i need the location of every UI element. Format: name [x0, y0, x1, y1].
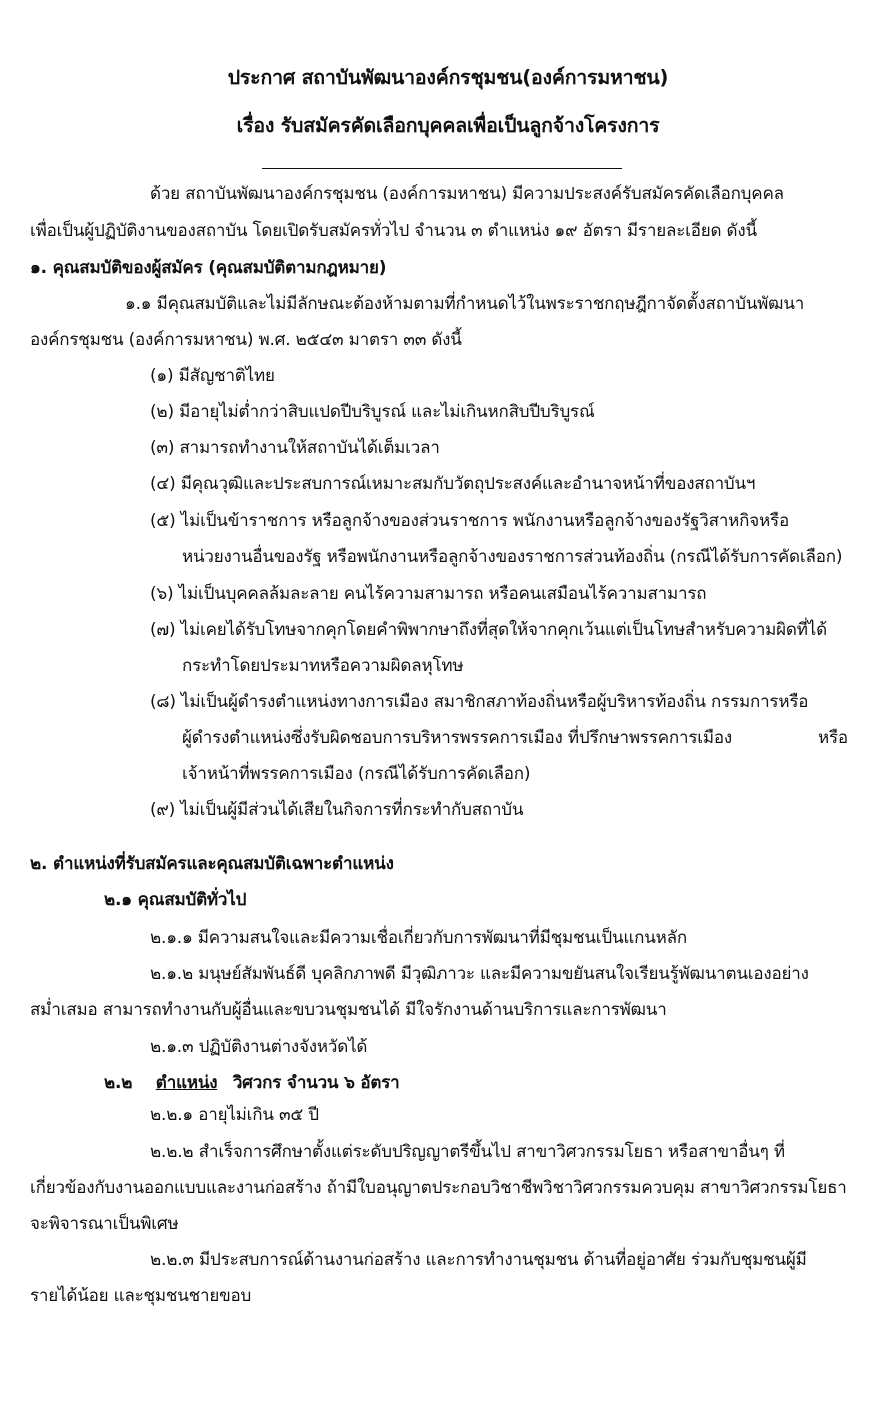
- qualification-item-9: (๙) ไม่เป็นผู้มีส่วนได้เสียในกิจการที่กระทำกับสถาบัน: [150, 800, 524, 820]
- section-2-1-3: ๒.๑.๓ ปฏิบัติงานต่างจังหวัดได้: [150, 1037, 368, 1057]
- section-2-2-2-line-3: จะพิจารณาเป็นพิเศษ: [30, 1214, 179, 1234]
- section-2-2-heading: [104, 1071, 400, 1095]
- qualification-item-6: (๖) ไม่เป็นบุคคลล้มละลาย คนไร้ความสามารถ หรือคนเสมือนไร้ความสามารถ: [150, 584, 707, 604]
- section-2-2-number: ๒.๒: [104, 1073, 133, 1093]
- qualification-item-8-line-2-end: หรือ: [818, 728, 848, 748]
- section-2-2-2-line-1: ๒.๒.๒ สำเร็จการศึกษาตั้งแต่ระดับปริญญาตรีขึ้นไป สาขาวิศวกรรมโยธา หรือสาขาอื่นๆ ที่: [150, 1142, 785, 1162]
- qualification-item-2: (๒) มีอายุไม่ต่ำกว่าสิบแปดปีบริบูรณ์ และไม่เกินหกสิบปีบริบูรณ์: [150, 402, 595, 422]
- title-line-2: เรื่อง รับสมัครคัดเลือกบุคคลเพื่อเป็นลูกจ้างโครงการ: [236, 114, 660, 137]
- section-1-heading: ๑. คุณสมบัติของผู้สมัคร (คุณสมบัติตามกฎหมาย): [30, 258, 387, 278]
- section-2-1-1: ๒.๑.๑ มีความสนใจและมีความเชื่อเกี่ยวกับการพัฒนาที่มีชุมชนเป็นแกนหลัก: [150, 928, 687, 948]
- intro-line-2: เพื่อเป็นผู้ปฏิบัติงานของสถาบัน โดยเปิดรับสมัครทั่วไป จำนวน ๓ ตำแหน่ง ๑๙ อัตรา มีรายละเอียด ดังนี้: [30, 221, 757, 241]
- qualification-item-5-line-1: (๕) ไม่เป็นข้าราชการ หรือลูกจ้างของส่วนราชการ พนักงานหรือลูกจ้างของรัฐวิสาหกิจหรือ: [150, 511, 789, 531]
- section-2-1-heading: ๒.๑ คุณสมบัติทั่วไป: [104, 890, 247, 910]
- section-2-2-3-line-2: รายได้น้อย และชุมชนชายขอบ: [30, 1286, 252, 1306]
- qualification-item-7-line-1: (๗) ไม่เคยได้รับโทษจากคุกโดยคำพิพากษาถึงที่สุดให้จากคุกเว้นแต่เป็นโทษสำหรับความผิดที่ได้: [150, 620, 827, 640]
- section-1-1-line-1: ๑.๑ มีคุณสมบัติและไม่มีลักษณะต้องห้ามตามที่กำหนดไว้ในพระราชกฤษฎีกาจัดตั้งสถาบันพัฒนา: [125, 294, 805, 314]
- section-2-heading: ๒. ตำแหน่งที่รับสมัครและคุณสมบัติเฉพาะตำแหน่ง: [30, 854, 394, 874]
- section-2-2-1: ๒.๒.๑ อายุไม่เกิน ๓๕ ปี: [150, 1105, 319, 1125]
- qualification-item-3: (๓) สามารถทำงานให้สถาบันได้เต็มเวลา: [150, 438, 440, 458]
- qualification-item-8-line-3: เจ้าหน้าที่พรรคการเมือง (กรณีได้รับการคัดเลือก): [182, 764, 531, 784]
- qualification-item-8-line-1: (๘) ไม่เป็นผู้ดำรงตำแหน่งทางการเมือง สมาชิกสภาท้องถิ่นหรือผู้บริหารท้องถิ่น กรรมการหรือ: [150, 692, 809, 712]
- section-2-2-position-title: วิศวกร จำนวน ๖ อัตรา: [232, 1073, 400, 1093]
- qualification-item-1: (๑) มีสัญชาติไทย: [150, 366, 275, 386]
- section-2-1-2-line-2: สม่ำเสมอ สามารถทำงานกับผู้อื่นและขบวนชุมชนได้ มีใจรักงานด้านบริการและการพัฒนา: [30, 1000, 667, 1020]
- section-2-1-2-line-1: ๒.๑.๒ มนุษย์สัมพันธ์ดี บุคลิกภาพดี มีวุฒิภาวะ และมีความขยันสนใจเรียนรู้พัฒนาตนเองอย่าง: [150, 964, 809, 984]
- section-2-2-2-line-2: เกี่ยวข้องกับงานออกแบบและงานก่อสร้าง ถ้ามีใบอนุญาตประกอบวิชาชีพวิชาวิศวกรรมควบคุม สาขาวิศวกรรมโยธา: [30, 1178, 847, 1198]
- section-2-2-3-line-1: ๒.๒.๓ มีประสบการณ์ด้านงานก่อสร้าง และการทำงานชุมชน ด้านที่อยู่อาศัย ร่วมกับชุมชนผู้มี: [150, 1250, 807, 1270]
- title-line-1: ประกาศ สถาบันพัฒนาองค์กรชุมชน(องค์การมหาชน): [227, 66, 669, 89]
- title-divider: [262, 168, 622, 169]
- qualification-item-7-line-2: กระทำโดยประมาทหรือความผิดลหุโทษ: [182, 656, 464, 676]
- qualification-item-5-line-2: หน่วยงานอื่นของรัฐ หรือพนักงานหรือลูกจ้างของราชการส่วนท้องถิ่น (กรณีได้รับการคัดเลือก): [182, 547, 843, 567]
- intro-line-1: ด้วย สถาบันพัฒนาองค์กรชุมชน (องค์การมหาชน) มีความประสงค์รับสมัครคัดเลือกบุคคล: [150, 184, 784, 204]
- section-1-1-line-2: องค์กรชุมชน (องค์การมหาชน) พ.ศ. ๒๕๔๓ มาตรา ๓๓ ดังนี้: [30, 330, 462, 350]
- qualification-item-8-line-2: ผู้ดำรงตำแหน่งซึ่งรับผิดชอบการบริหารพรรคการเมือง ที่ปรึกษาพรรคการเมือง: [182, 728, 732, 748]
- qualification-item-4: (๔) มีคุณวุฒิและประสบการณ์เหมาะสมกับวัตถุประสงค์และอำนาจหน้าที่ของสถาบันฯ: [150, 474, 756, 494]
- section-2-2-position-label: ตำแหน่ง: [155, 1073, 218, 1093]
